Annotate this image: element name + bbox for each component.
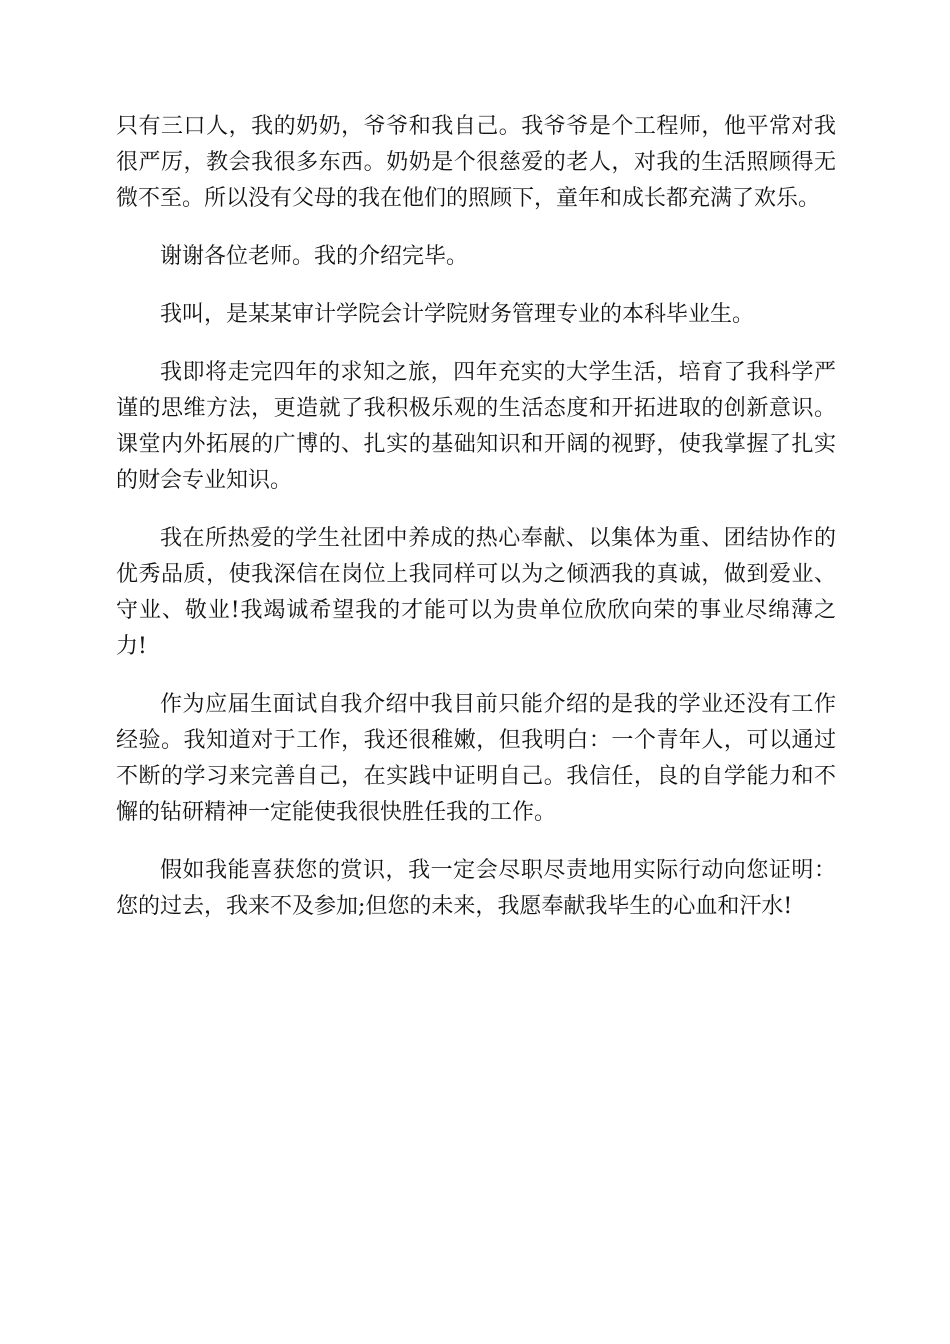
paragraph-4: 我即将走完四年的求知之旅，四年充实的大学生活，培育了我科学严谨的思维方法，更造就了我积极乐观的生活态度和开拓进取的创新意识。课堂内外拓展的广博的、扎实的基础知识和开阔的视野，使我掌握了扎实的财会专业知识。 — [116, 360, 836, 493]
paragraph-6: 作为应届生面试自我介绍中我目前只能介绍的是我的学业还没有工作经验。我知道对于工作，我还很稚嫩，但我明白：一个青年人，可以通过不断的学习来完善自己，在实践中证明自己。我信任，良的自学能力和不懈的钻研精神一定能使我很快胜任我的工作。 — [116, 692, 836, 825]
paragraph-3: 我叫，是某某审计学院会计学院财务管理专业的本科毕业生。 — [160, 302, 755, 327]
document-body — [116, 109, 836, 947]
paragraph-2: 谢谢各位老师。我的介绍完毕。 — [160, 244, 469, 269]
paragraph-1-continued: 只有三口人，我的奶奶，爷爷和我自己。我爷爷是个工程师，他平常对我很严厉，教会我很多东西。奶奶是个很慈爱的老人，对我的生活照顾得无微不至。所以没有父母的我在他们的照顾下，童年和成长都充满了欢乐。 — [116, 114, 836, 211]
paragraph-5: 我在所热爱的学生社团中养成的热心奉献、以集体为重、团结协作的优秀品质，使我深信在岗位上我同样可以为之倾洒我的真诚，做到爱业、守业、敬业!我竭诚希望我的才能可以为贵单位欣欣向荣的事业尽绵薄之力! — [116, 526, 836, 659]
paragraph-7: 假如我能喜获您的赏识，我一定会尽职尽责地用实际行动向您证明：您的过去，我来不及参加;但您的未来，我愿奉献我毕生的心血和汗水! — [116, 858, 836, 919]
